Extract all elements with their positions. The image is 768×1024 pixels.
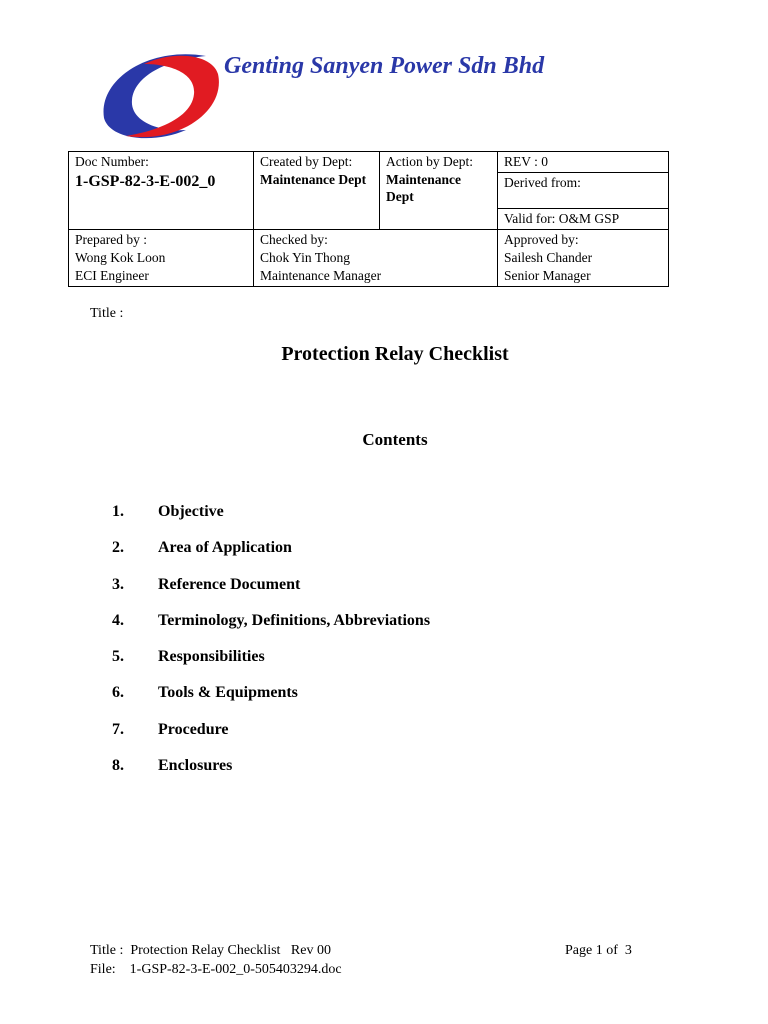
toc-number: 7. [112,720,124,738]
contents-heading: Contents [362,430,428,449]
footer-title: Title : Protection Relay Checklist Rev 00 [90,943,331,958]
page-footer [90,941,650,979]
table-of-contents [112,503,430,793]
toc-label: Reference Document [158,575,301,593]
derived-from: Derived from: [498,173,669,209]
toc-label: Objective [158,503,224,520]
toc-label: Area of Application [158,539,292,557]
action-by-label: Action by Dept: [386,154,473,169]
prepared-by-cell [69,230,254,287]
toc-number: 4. [112,611,124,629]
prepared-by-role: ECI Engineer [75,268,149,283]
footer-title-row [90,941,650,960]
toc-item [112,648,430,684]
footer-file: File: 1-GSP-82-3-E-002_0-505403294.doc [90,962,342,977]
valid-for: Valid for: O&M GSP [498,209,669,230]
created-by-dept: Maintenance Dept [260,172,367,187]
toc-label: Tools & Equipments [158,684,298,702]
toc-number: 1. [112,503,124,520]
approved-by-label: Approved by: [504,232,579,247]
prepared-by-name: Wong Kok Loon [75,250,166,265]
toc-number: 5. [112,648,124,666]
toc-label: Enclosures [158,757,233,775]
title-label: Title : [90,306,124,321]
approved-by-cell [498,230,669,287]
document-control-table [68,151,669,287]
toc-number: 8. [112,757,124,775]
toc-number: 2. [112,539,124,557]
doc-number-cell [69,152,254,230]
action-by-dept: Maintenance Dept [386,172,461,204]
checked-by-name: Chok Yin Thong [260,250,351,265]
toc-label: Terminology, Definitions, Abbreviations [158,611,431,629]
approved-by-role: Senior Manager [504,268,591,283]
toc-item [112,539,430,575]
toc-item [112,721,430,757]
toc-label: Responsibilities [158,648,265,666]
revision: REV : 0 [498,152,669,173]
created-by-label: Created by Dept: [260,154,353,169]
toc-item [112,757,430,793]
toc-label: Procedure [158,720,229,738]
action-by-cell [380,152,498,230]
toc-item [112,576,430,612]
checked-by-role: Maintenance Manager [260,268,382,283]
toc-number: 6. [112,684,124,702]
page-number: Page 1 of 3 [565,943,632,958]
toc-item [112,503,430,539]
document-title: Protection Relay Checklist [281,343,509,365]
created-by-cell [254,152,380,230]
checked-by-label: Checked by: [260,232,328,247]
approved-by-name: Sailesh Chander [504,250,593,265]
company-name: Genting Sanyen Power Sdn Bhd [224,53,545,79]
toc-number: 3. [112,575,124,593]
toc-item [112,684,430,720]
toc-item [112,612,430,648]
company-logo [96,50,226,142]
footer-file-row [90,960,650,979]
checked-by-cell [254,230,498,287]
prepared-by-label: Prepared by : [75,232,147,247]
doc-number: 1-GSP-82-3-E-002_0 [75,173,216,190]
doc-number-label: Doc Number: [75,154,149,169]
